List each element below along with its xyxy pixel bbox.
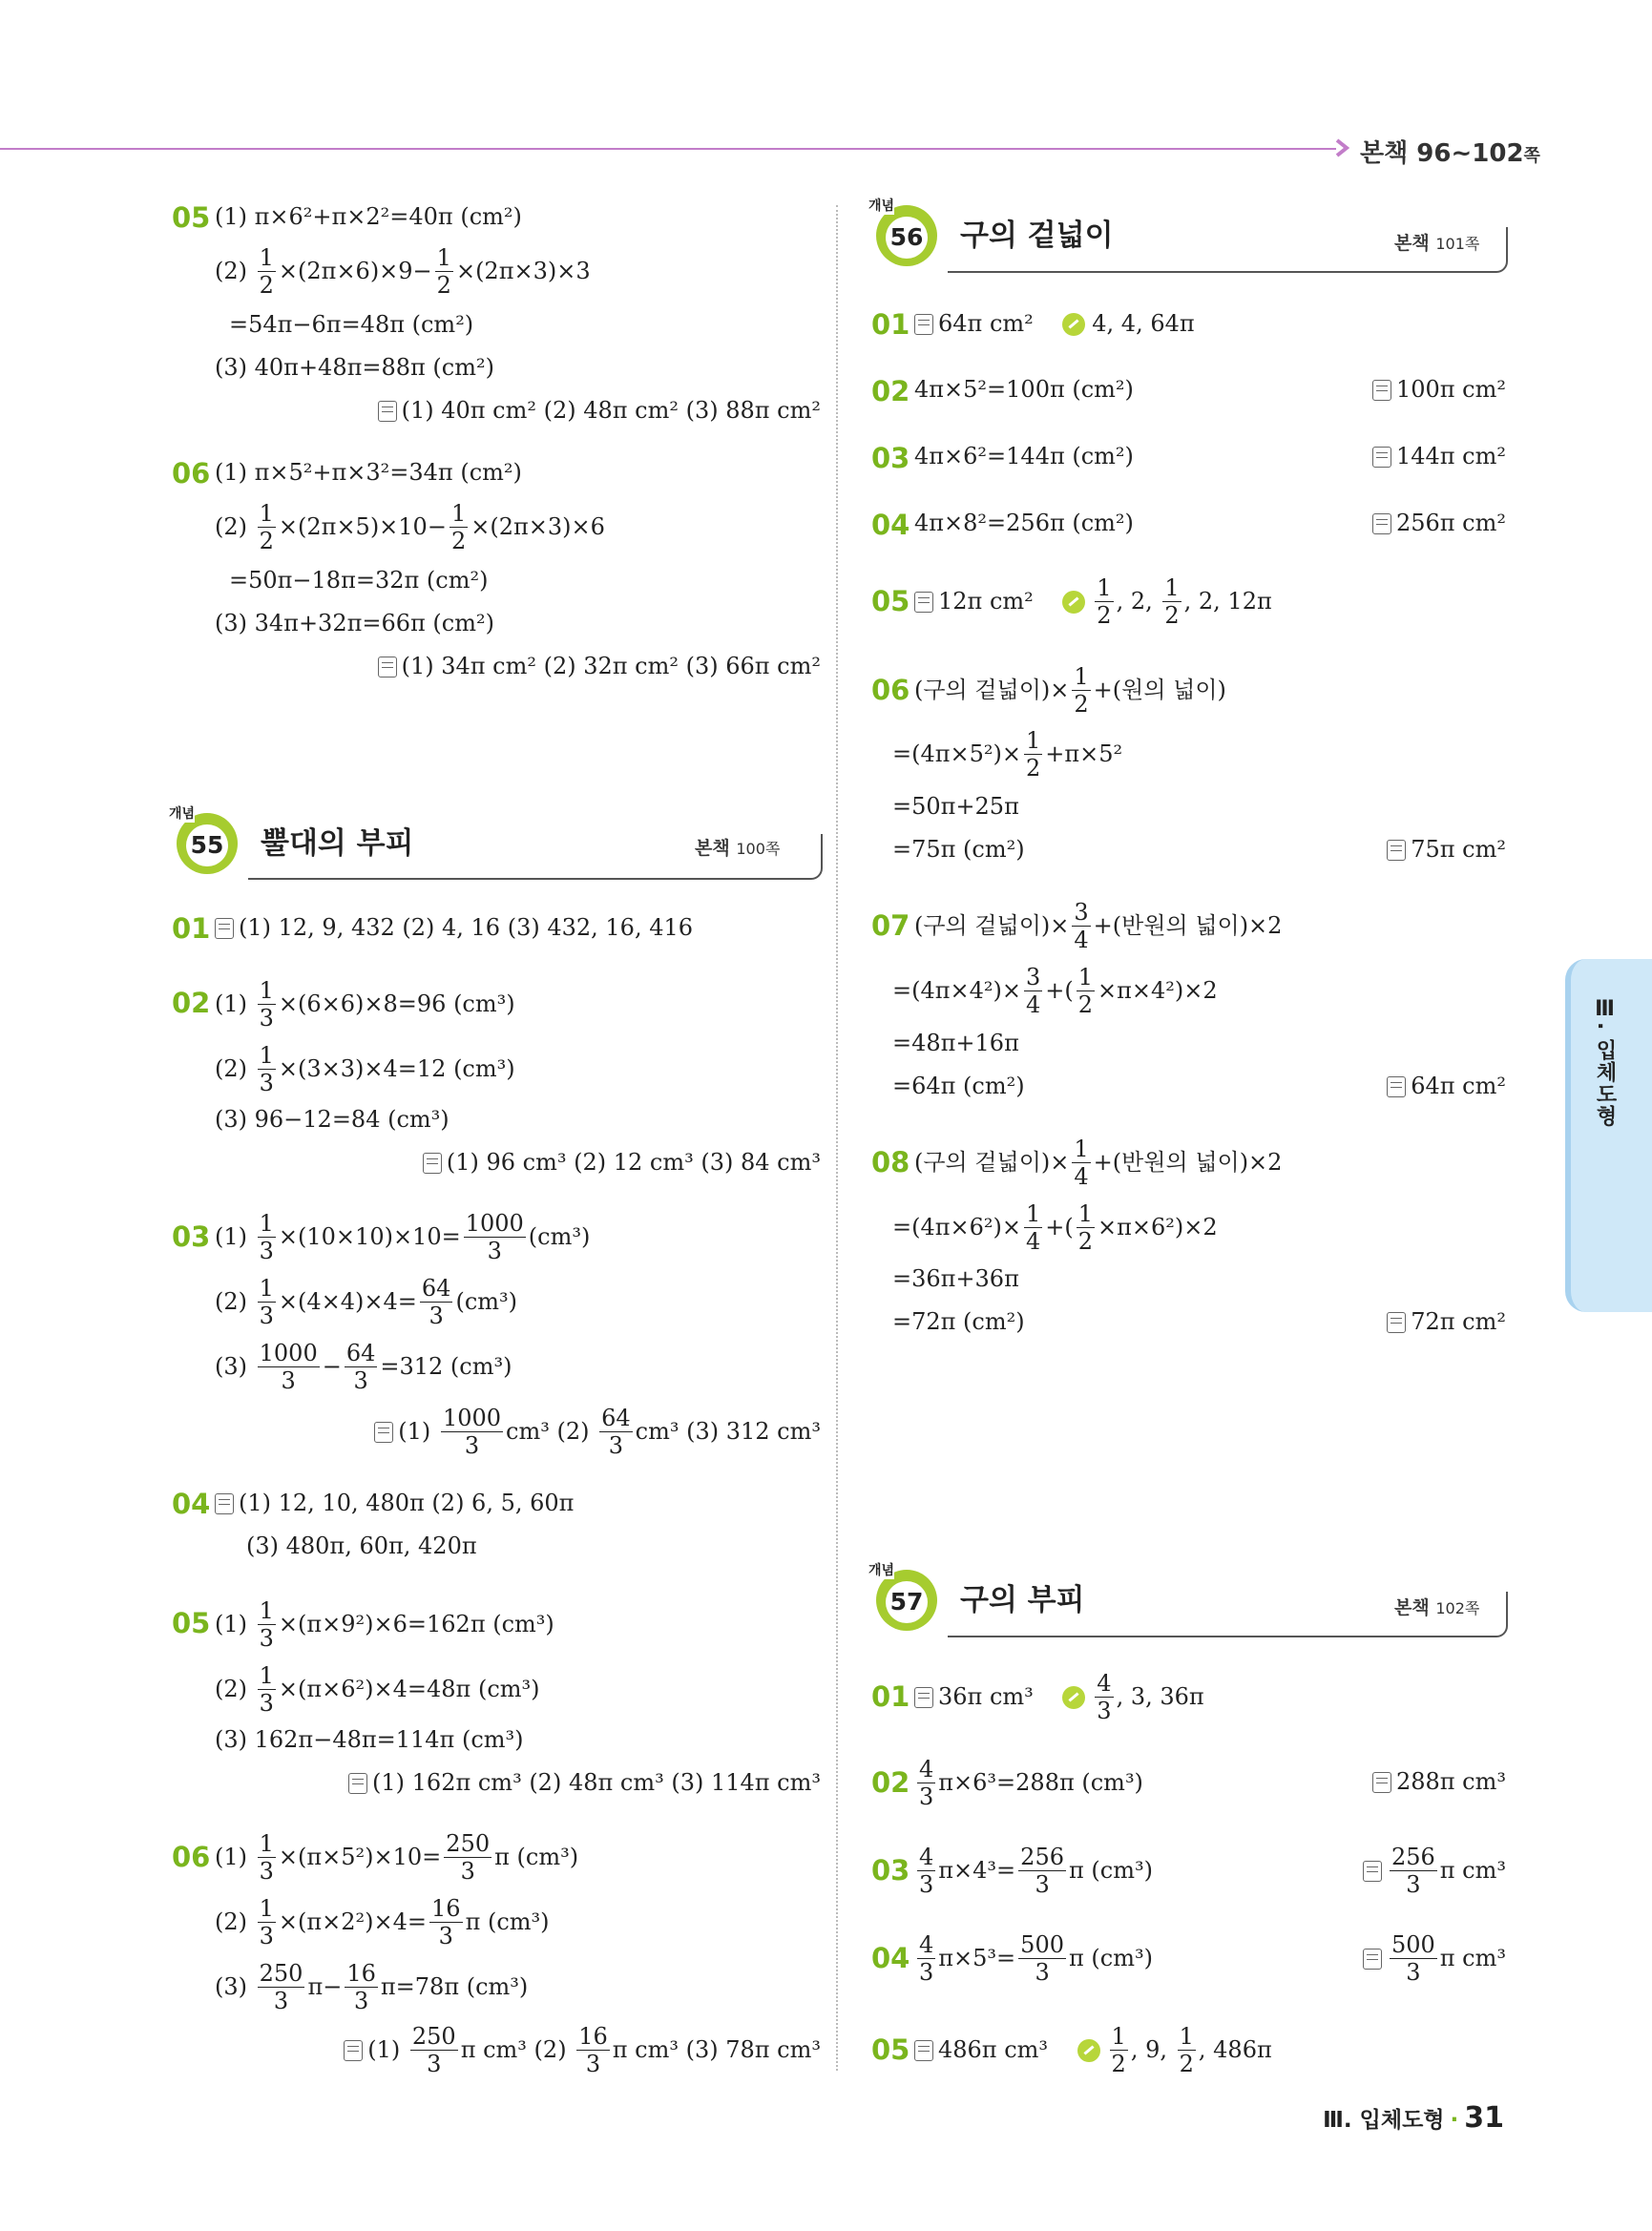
solution-line: (2) $\frac{1}{3}$ ×(4×4)×4= $\frac{64}{3}$ (cm³) — [215, 1275, 517, 1329]
answer-icon — [348, 1773, 367, 1794]
answer-icon — [914, 1687, 933, 1708]
answer-line: (1) 40π cm² (2) 48π cm² (3) 88π cm² — [378, 396, 821, 426]
answer-icon — [215, 918, 234, 939]
solution-line: =(4π×5²)× $\frac{1}{2}$ +π×5² — [892, 727, 1123, 782]
solution-line: (2) $\frac{1}{3}$ ×(π×6²)×4=48π (cm³) — [215, 1662, 540, 1717]
concept-badge: 개념 56 — [876, 205, 937, 266]
solution-line: (구의 겉넓이)× $\frac{1}{2}$ +(원의 넓이) — [914, 663, 1226, 718]
solution-line: $\frac{4}{3}$ π×5³= $\frac{500}{3}$ π (cm³) — [919, 1931, 1153, 1986]
answer-icon — [1372, 447, 1391, 468]
solution-line: (1) π×5²+π×3²=34π (cm²) — [215, 459, 522, 486]
solution-line: =75π (cm²) — [892, 836, 1025, 863]
solution-line: =(4π×6²)× $\frac{1}{4}$ +( $\frac{1}{2}$ ×π×6²)×2 — [892, 1200, 1218, 1255]
section-title: 구의 부피 — [960, 1582, 1085, 1617]
problem-number: 03 — [871, 442, 910, 474]
problem-number: 04 — [871, 509, 910, 541]
problem-number: 06 — [871, 674, 910, 706]
answer-line: (1) $\frac{250}{3}$ π cm³ (2) $\frac{16}{3}$ π cm³ (3) 78π cm³ — [344, 2025, 821, 2075]
solution-line: =54π−6π=48π (cm²) — [229, 311, 474, 338]
answer-icon — [1372, 513, 1391, 534]
solution-line: (2) $\frac{1}{3}$ ×(3×3)×4=12 (cm³) — [215, 1042, 515, 1096]
solution-line: =36π+36π — [892, 1265, 1019, 1292]
answer-line: $\frac{256}{3}$ π cm³ — [1363, 1845, 1506, 1896]
answer-line: 100π cm² — [1372, 375, 1506, 405]
header-rule — [0, 148, 1336, 150]
problem-number: 05 — [871, 585, 910, 617]
solution-line: (1) $\frac{1}{3}$ ×(10×10)×10= $\frac{1000}{3}$ (cm³) — [215, 1210, 591, 1264]
solution-line: (구의 겉넓이)× $\frac{1}{4}$ +(반원의 넓이)×2 — [914, 1136, 1283, 1190]
solution-line: (3) 40π+48π=88π (cm²) — [215, 354, 494, 381]
solution-line: =64π (cm²) — [892, 1073, 1025, 1099]
answer-line: (1) 96 cm³ (2) 12 cm³ (3) 84 cm³ — [423, 1148, 821, 1178]
answer-icon — [1372, 380, 1391, 401]
answer-line: 64π cm² — [1387, 1072, 1506, 1101]
problem-number: 08 — [871, 1146, 910, 1178]
solution-line: (3) 162π−48π=114π (cm³) — [215, 1726, 524, 1753]
page-footer: Ⅲ. 입체도형 · 31 — [1323, 2101, 1504, 2135]
answer-line: (1) 12, 9, 432 (2) 4, 16 (3) 432, 16, 416 — [215, 913, 693, 943]
answer-icon — [344, 2040, 363, 2061]
problem-number: 05 — [871, 2033, 910, 2066]
solution-line: 4π×8²=256π (cm²) — [914, 510, 1134, 536]
problem-number: 04 — [871, 1942, 910, 1974]
answer-line: (1) $\frac{1000}{3}$ cm³ (2) $\frac{64}{3}$ cm³ (3) 312 cm³ — [374, 1407, 821, 1457]
solution-line: $\frac{4}{3}$ π×4³= $\frac{256}{3}$ π (cm³) — [919, 1844, 1153, 1898]
problem-number: 07 — [871, 909, 910, 942]
solution-line: (1) $\frac{1}{3}$ ×(6×6)×8=96 (cm³) — [215, 977, 515, 1032]
solution-line: (1) π×6²+π×2²=40π (cm²) — [215, 203, 522, 230]
solution-line: (1) $\frac{1}{3}$ ×(π×5²)×10= $\frac{250}{3}$ π (cm³) — [215, 1830, 579, 1885]
solution-line: $\frac{4}{3}$ π×6³=288π (cm³) — [919, 1756, 1143, 1810]
solution-line: 4π×6²=144π (cm²) — [914, 443, 1134, 469]
solution-line: (3) 34π+32π=66π (cm²) — [215, 610, 494, 636]
hint-icon — [1062, 1686, 1085, 1709]
hint-icon — [1062, 591, 1085, 614]
answer-icon — [914, 592, 933, 613]
solution-line: 4π×5²=100π (cm²) — [914, 376, 1134, 403]
answer-line: 72π cm² — [1387, 1307, 1506, 1337]
problem-number: 01 — [871, 1680, 910, 1713]
solution-line: (3) 96−12=84 (cm³) — [215, 1106, 450, 1133]
answer-icon — [1372, 1772, 1391, 1793]
solution-line: (3) $\frac{250}{3}$ π− $\frac{16}{3}$ π=78π (cm³) — [215, 1960, 529, 2014]
solution-line: =(4π×4²)× $\frac{3}{4}$ +( $\frac{1}{2}$ ×π×4²)×2 — [892, 964, 1218, 1018]
problem-number: 03 — [871, 1854, 910, 1887]
answer-line: (1) 34π cm² (2) 32π cm² (3) 66π cm² — [378, 652, 821, 681]
answer-line: 75π cm² — [1387, 835, 1506, 865]
solution-line: =48π+16π — [892, 1030, 1019, 1056]
solution-line: (1) $\frac{1}{3}$ ×(π×9²)×6=162π (cm³) — [215, 1597, 554, 1652]
problem-number: 02 — [871, 1766, 910, 1799]
problem-number: 06 — [172, 1841, 211, 1873]
answer-icon — [215, 1493, 234, 1514]
section-page-ref: 본책 101쪽 — [1394, 233, 1480, 254]
answer-line: (1) 162π cm³ (2) 48π cm³ (3) 114π cm³ — [348, 1768, 821, 1798]
answer-icon — [1363, 1949, 1382, 1970]
header-page-ref: 본책 96~102쪽 — [1360, 139, 1540, 168]
answer-icon — [1387, 840, 1406, 861]
solution-line: (2) $\frac{1}{3}$ ×(π×2²)×4= $\frac{16}{3}$ π (cm³) — [215, 1895, 550, 1950]
solution-line: =50π+25π — [892, 793, 1019, 820]
solution-line: (2) $\frac{1}{2}$ ×(2π×5)×10− $\frac{1}{2}$ ×(2π×3)×6 — [215, 500, 605, 554]
answer-icon — [1387, 1312, 1406, 1333]
answer-line: 64π cm² 4, 4, 64π — [914, 309, 1195, 339]
page-number: 31 — [1464, 2101, 1504, 2135]
answer-line: 12π cm² $\frac{1}{2}$ , 2, $\frac{1}{2}$ , 2, 12π — [914, 576, 1272, 627]
answer-line: 144π cm² — [1372, 442, 1506, 471]
answer-icon — [1387, 1076, 1406, 1097]
solution-line: (2) $\frac{1}{2}$ ×(2π×6)×9− $\frac{1}{2}$ ×(2π×3)×3 — [215, 244, 591, 299]
solution-line: =50π−18π=32π (cm²) — [229, 567, 489, 594]
answer-line: 256π cm² — [1372, 509, 1506, 538]
answer-icon — [423, 1153, 442, 1174]
chapter-side-tab: Ⅲ. 입체도형 — [1565, 959, 1652, 1312]
problem-number: 01 — [172, 912, 211, 945]
answer-line: (1) 12, 10, 480π (2) 6, 5, 60π — [215, 1489, 574, 1518]
problem-number: 02 — [871, 375, 910, 407]
concept-badge: 개념 55 — [177, 813, 238, 874]
problem-number: 05 — [172, 1607, 211, 1639]
section-page-ref: 본책 102쪽 — [1394, 1597, 1480, 1618]
answer-line: 36π cm³ $\frac{4}{3}$ , 3, 36π — [914, 1672, 1204, 1722]
answer-icon — [374, 1422, 393, 1443]
problem-number: 02 — [172, 987, 211, 1019]
section-title: 뿔대의 부피 — [261, 825, 414, 861]
answer-line: 486π cm³ $\frac{1}{2}$ , 9, $\frac{1}{2}$ , 486π — [914, 2025, 1272, 2075]
concept-badge: 개념 57 — [876, 1570, 937, 1631]
answer-line: (3) 480π, 60π, 420π — [246, 1533, 477, 1559]
answer-icon — [914, 2040, 933, 2061]
section-page-ref: 본책 100쪽 — [695, 838, 781, 859]
answer-icon — [378, 401, 397, 422]
hint-icon — [1062, 313, 1085, 336]
problem-number: 06 — [172, 457, 211, 490]
chevron-right-icon — [1332, 137, 1353, 158]
answer-line: $\frac{500}{3}$ π cm³ — [1363, 1933, 1506, 1984]
answer-icon — [914, 314, 933, 335]
solution-line: (3) $\frac{1000}{3}$ − $\frac{64}{3}$ =312 (cm³) — [215, 1340, 512, 1394]
solution-line: (구의 겉넓이)× $\frac{3}{4}$ +(반원의 넓이)×2 — [914, 899, 1283, 953]
answer-line: 288π cm³ — [1372, 1767, 1506, 1797]
solution-line: =72π (cm²) — [892, 1308, 1025, 1335]
problem-number: 05 — [172, 201, 211, 234]
problem-number: 01 — [871, 308, 910, 341]
section-title: 구의 겉넓이 — [960, 218, 1114, 253]
column-divider — [836, 205, 838, 2071]
answer-icon — [378, 657, 397, 678]
hint-icon — [1077, 2039, 1100, 2062]
problem-number: 04 — [172, 1488, 211, 1520]
answer-icon — [1363, 1861, 1382, 1882]
problem-number: 03 — [172, 1220, 211, 1253]
